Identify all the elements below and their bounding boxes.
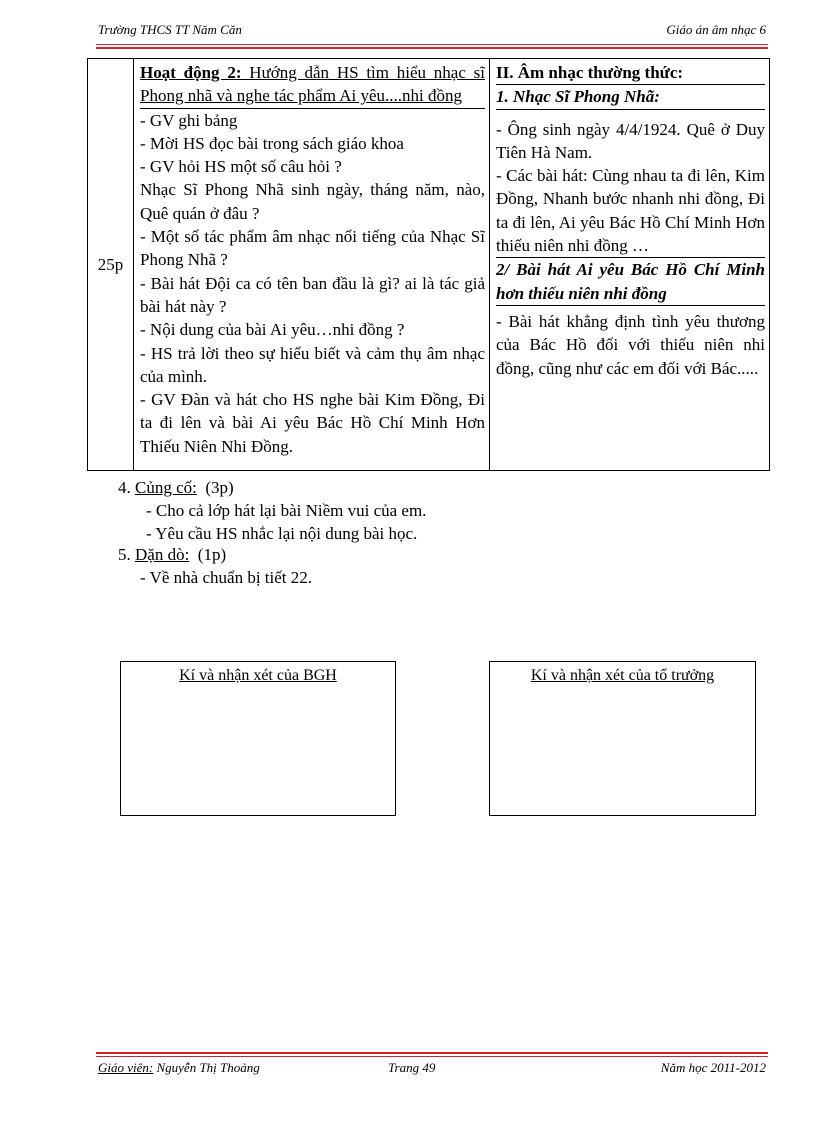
cung-co-prefix: 4. [118,478,135,497]
activity-title-rest: Hướng dẫn HS tìm hiểu nhạc sĩ Phong nhã và nghe tác phẩm Ai yêu....nhi đồng [140,63,485,106]
sign-box-bgh-label: Kí và nhận xét của BGH [179,667,337,684]
school-year: Năm học 2011-2012 [660,1060,766,1075]
footer-rule-thin [96,1056,768,1057]
sign-box-to-truong [489,661,756,816]
sub2-prefix: 2/ Bài hát [496,260,577,280]
sub2-text: - Bài hát khẳng định tình yêu thương của Bác Hồ đối với thiếu niên nhi đồng, cũng như các em đối với Bác..... [496,311,765,378]
cung-co-heading [118,476,426,499]
page-footer [98,1060,766,1078]
header-rule-thick [96,47,768,49]
cung-co-label: Củng cố: [135,478,197,497]
sub1-line: - Các bài hát: Cùng nhau ta đi lên, Kim Đồng, Nhanh bước nhanh nhi đồng, Đi ta đi lên, Ai yêu Bác Hồ Chí Minh Hơn thiếu niên nhi đồng … [496,166,765,256]
activity-line: - Bài hát Đội ca có tên ban đầu là gì? ai là tác giả bài hát này ? [140,273,485,316]
cung-co-item: - Yêu cầu HS nhắc lại nội dung bài học. [146,524,418,543]
dan-do-section [118,543,312,589]
activity-line: - GV hỏi HS một số câu hỏi ? [140,157,342,177]
time-cell [88,59,134,471]
activity-title-bold: Hoạt động 2: [140,63,242,82]
subject-name: Giáo án âm nhạc 6 [666,22,766,37]
activity-line: - Nội dung của bài Ai yêu…nhi đồng ? [140,320,405,340]
content-cell [490,59,770,471]
cung-co-time: (3p) [196,478,234,497]
lesson-table [87,58,770,471]
page-header [98,22,766,40]
cung-co-section [118,476,426,545]
activity-line: - GV ghi bảng [140,110,238,130]
dan-do-item: - Về nhà chuẩn bị tiết 22. [140,568,313,587]
section-title: II. Âm nhạc thường thức: [496,61,765,85]
time-value: 25p [97,254,124,274]
sub2-title [496,258,765,306]
sub2-italic: Ai yêu Bác Hồ Chí Minh hơn thiếu niên nhi đồng [496,260,765,303]
teacher-name: Nguyễn Thị Thoảng [153,1060,260,1075]
page-number: Trang 49 [388,1060,436,1075]
sign-box-bgh [120,661,396,816]
activity-line: - GV Đàn và hát cho HS nghe bài Kim Đồng, Đi ta đi lên và bài Ai yêu Bác Hồ Chí Minh Hơn Thiếu Niên Nhi Đồng. [140,390,485,456]
activity-line: - HS trả lời theo sự hiểu biết và cảm thụ âm nhạc của mình. [140,343,485,386]
sub1-line: - Ông sinh ngày 4/4/1924. Quê ở Duy Tiên Hà Nam. [496,119,765,162]
footer-rule-thick [96,1052,768,1054]
activity-line: - Một số tác phẩm âm nhạc nổi tiếng của Nhạc Sĩ Phong Nhã ? [140,227,485,270]
dan-do-heading [118,543,312,566]
activity-line: Nhạc Sĩ Phong Nhã sinh ngày, tháng năm, nào, Quê quán ở đâu ? [140,180,485,223]
school-name: Trường THCS TT Năm Căn [98,22,242,37]
header-rule-thin [96,44,768,45]
dan-do-prefix: 5. [118,545,135,564]
teacher [98,1060,260,1076]
activity-line: - Mời HS đọc bài trong sách giáo khoa [140,133,404,153]
dan-do-time: (1p) [189,545,227,564]
cung-co-item: - Cho cả lớp hát lại bài Niềm vui của em. [146,501,427,520]
activity-title [140,61,485,109]
teacher-label: Giáo viên: [98,1060,154,1075]
sign-box-to-truong-label: Kí và nhận xét của tổ trưởng [530,667,715,684]
dan-do-label: Dặn dò: [135,545,190,564]
sub1-title: 1. Nhạc Sĩ Phong Nhã: [496,85,765,109]
activity-cell [134,59,490,471]
